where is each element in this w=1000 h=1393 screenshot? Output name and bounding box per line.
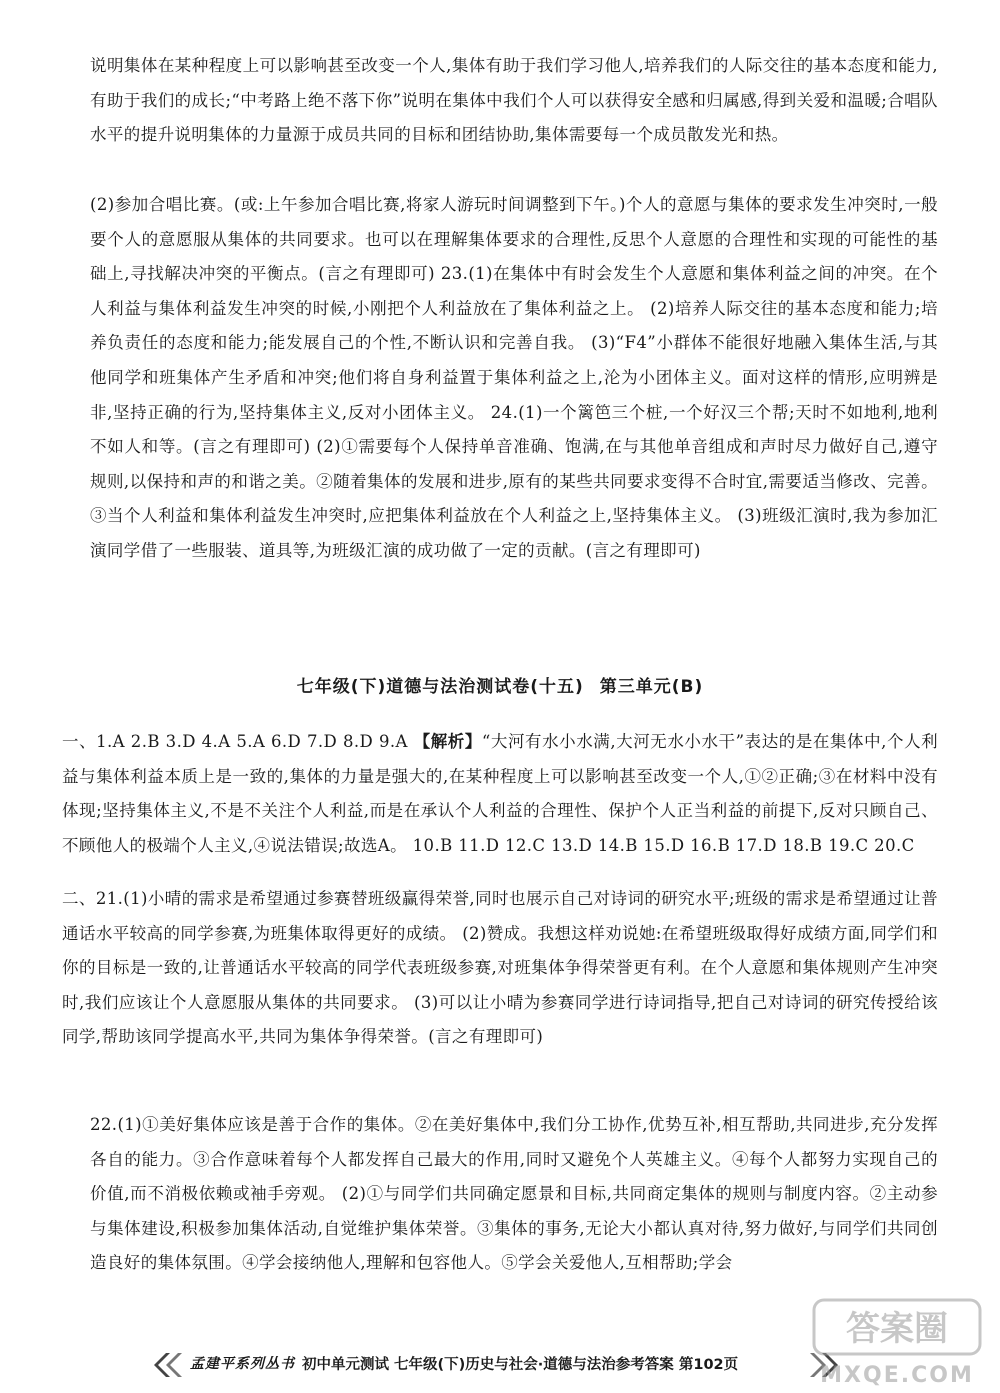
choice-answers-1-9: 一、1.A 2.B 3.D 4.A 5.A 6.D 7.D 8.D 9.A (62, 732, 414, 751)
answer-paragraph-q22-2-to-q24: (2)参加合唱比赛。(或:上午参加合唱比赛,将家人游玩时间调整到下午。)个人的意愿与集体的要求发生冲突时,一般要个人的意愿服从集体的共同要求。也可以在理解集体要求的合理性,反思个人意愿的合理性和实现的可能性的基础上,寻找解决冲突的平衡点。(言之有理即可) 23.(1)在集体中有时会发生个人意愿和集体利益之间的冲突。在个人利益与集体利益发生冲突的时候,小刚把个人利益放在了集体利益之上。 (2)培养人际交往的基本态度和能力;培养负责任的态度和能力;能发展自己的个性,不断认识和完善自我。 (3)“F4”小群体不能很好地融入集体生活,与其他同学和班集体产生矛盾和冲突;他们将自身利益置于集体利益之上,沦为小团体主义。面对这样的情形,应明辨是非,坚持正确的行为,坚持集体主义,反对小团体主义。 24.(1)一个篱笆三个桩,一个好汉三个帮;天时不如地利,地利不如人和等。(言之有理即可) (2)①需要每个人保持单音准确、饱满,在与其他单音组成和声时尽力做好自己,遵守规则,以保持和声的和谐之美。②随着集体的发展和进步,原有的某些共同要求变得不合时宜,需要适当修改、完善。③当个人利益和集体利益发生冲突时,应把集体利益放在个人利益之上,坚持集体主义。 (3)班级汇演时,我为参加汇演同学借了一些服装、道具等,为班级汇演的成功做了一定的贡献。(言之有理即可) (90, 195, 938, 560)
watermark-logo (808, 1294, 986, 1390)
analysis-tag: 【解析】 (413, 732, 482, 751)
footer-title: 初中单元测试 七年级(下)历史与社会·道德与法治参考答案 第102页 (302, 1357, 739, 1373)
answer-paragraph-q21: 二、21.(1)小晴的需求是希望通过参赛替班级赢得荣誉,同时也展示自己对诗词的研究水平;班级的需求是希望通过让普通话水平较高的同学参赛,为班集体取得更好的成绩。 (2)赞成。我想这样劝说她:在希望班级取得好成绩方面,同学们和你的目标是一致的,让普通话水平较高的同学代表班级参赛,对班集体争得荣誉更有利。在个人意愿和集体规则产生冲突时,我们应该让个人意愿服从集体的共同要求。 (3)可以让小晴为参赛同学进行诗词指导,把自己对诗词的研究传授给该同学,帮助该同学提高水平,共同为集体争得荣誉。(言之有理即可) (62, 889, 938, 1047)
unit-title: 第三单元(B) (599, 677, 704, 697)
answer-paragraph-continued: 说明集体在某种程度上可以影响甚至改变一个人,集体有助于我们学习他人,培养我们的人际交往的基本态度和能力,有助于我们的成长;“中考路上绝不落下你”说明在集体中我们个人可以获得安全感和归属感,得到关爱和温暖;合唱队水平的提升说明集体的力量源于成员共同的目标和团结协助,集体需要每一个成员散发光和热。 (90, 56, 938, 145)
series-brand: 孟建平系列丛书 (190, 1356, 295, 1372)
answer-paragraph-q22: 22.(1)①美好集体应该是善于合作的集体。②在美好集体中,我们分工协作,优势互补,相互帮助,共同进步,充分发挥各自的能力。③合作意味着每个人都发挥自己最大的作用,同时又避免个人英雄主义。④每个人都努力实现自己的价值,而不消极依赖或袖手旁观。 (2)①与同学们共同确定愿景和目标,共同商定集体的规则与制度内容。②主动参与集体建设,积极参加集体活动,自觉维护集体荣誉。③集体的事务,无论大小都认真对待,努力做好,与同学们共同创造良好的集体氛围。④学会接纳他人,理解和包容他人。⑤学会关爱他人,互相帮助;学会 (90, 1115, 938, 1273)
double-chevron-left-icon (150, 1351, 184, 1379)
section-title (0, 672, 1000, 697)
answer-paragraph-choices (62, 725, 938, 863)
watermark-top-text: 答案圈 (846, 1309, 948, 1349)
test-title: 七年级(下)道德与法治测试卷(十五) (296, 677, 584, 697)
analysis-text: “大河有水小水满,大河无水小水干”表达的是在集体中,个人利益与集体利益本质上是一致的,集体的力量是强大的,在某种程度上可以影响甚至改变一个人,①②正确;③在材料中没有体现;坚持集体主义,不是不关注个人利益,而是在承认个人利益的合理性、保护个人正当利益的前提下,反对只顾自己、不顾他人的极端个人主义,④说法错误;故选A。 10.B 11.D 12.C 13.D 14.B 15.D 16.B 17.D 18.B 19.C 20.C (62, 732, 938, 855)
watermark-bottom-text: MXQE.COM (820, 1363, 974, 1388)
